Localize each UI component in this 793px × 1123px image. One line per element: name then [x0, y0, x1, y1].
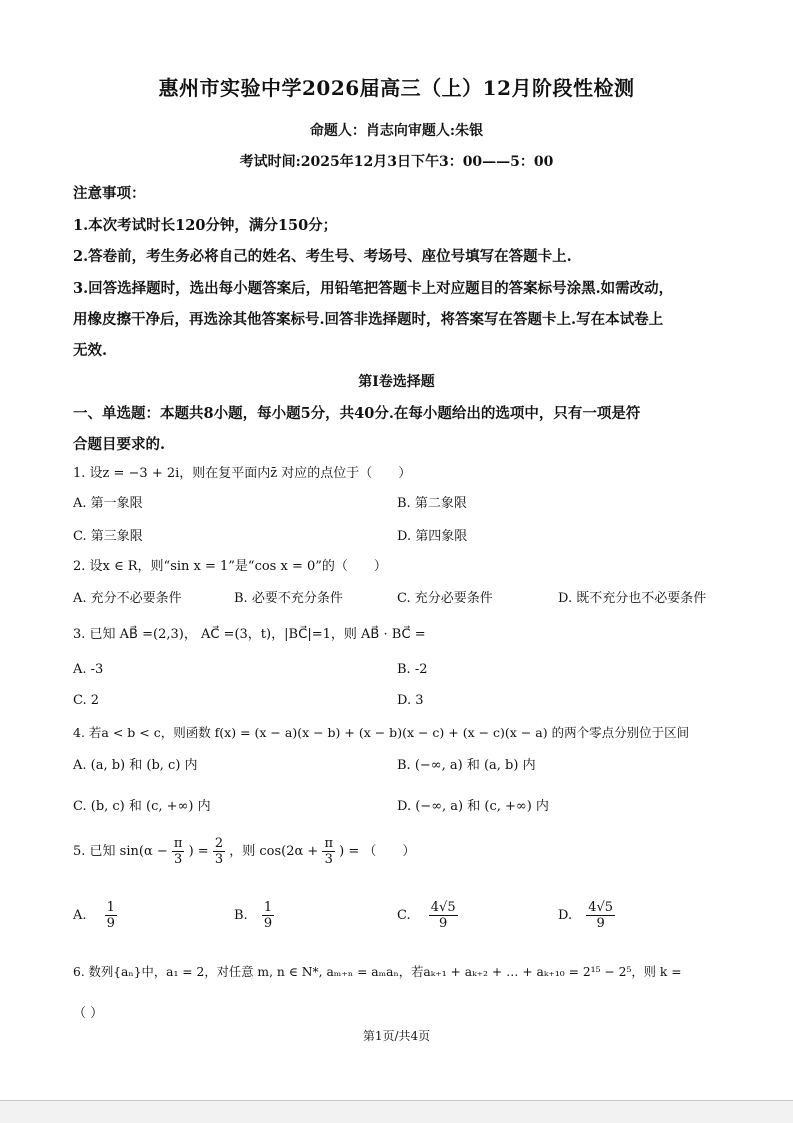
section-intro-line-1: 一、单选题：本题共8小题，每小题5分，共40分.在每小题给出的选项中，只有一项是符 [73, 405, 641, 422]
question-5-option-c [397, 900, 458, 931]
question-5-option-a-num: 1 [106, 900, 115, 915]
question-5-pi-fraction-2 [322, 836, 335, 867]
question-1-option-c: C. 第三象限 [73, 529, 143, 544]
question-2-option-c: C. 充分必要条件 [397, 591, 493, 606]
question-4-option-c: C. (b, c) 和 (c, +∞) 内 [73, 799, 211, 814]
notice-heading: 注意事项： [73, 185, 146, 202]
question-5-stem-prefix: 5. 已知 sin(α − [73, 844, 172, 859]
question-5-option-a-den: 9 [106, 916, 115, 931]
exam-time: 考试时间:2025年12月3日下午3：00——5：00 [239, 154, 554, 170]
question-1-option-b: B. 第二象限 [397, 496, 467, 511]
notice-item-3-line-1: 3.回答选择题时，选出每小题答案后，用铅笔把答题卡上对应题目的答案标号涂黑.如需改动， [73, 280, 674, 297]
exam-title: 惠州市实验中学2026届高三（上）12月阶段性检测 [158, 76, 635, 100]
question-5-option-c-fraction [429, 900, 458, 931]
question-5-val-den: 3 [214, 852, 224, 867]
question-5-option-d-num: 4√5 [588, 900, 614, 915]
viewer-bottom-strip [0, 1100, 793, 1123]
question-5-pi-den: 3 [174, 852, 183, 867]
question-5-option-d-label: D. [558, 908, 573, 923]
question-5-option-d-den: 9 [596, 916, 605, 931]
question-5-option-c-num: 4√5 [430, 900, 456, 915]
question-5-pi-fraction [172, 836, 185, 867]
question-5-option-c-label: C. [397, 908, 411, 923]
question-5-stem [73, 836, 415, 867]
question-4-stem: 4. 若a < b < c，则函数 f(x) = (x − a)(x − b) + (x − b)(x − c) + (x − c)(x − a) 的两个零点分别位于区间 [73, 725, 690, 740]
question-5-option-a-label: A. [73, 908, 87, 923]
notice-item-1: 1.本次考试时长120分钟，满分150分； [73, 217, 338, 234]
question-5-stem-mid: ) = [188, 844, 213, 859]
question-5-option-b-fraction [262, 900, 274, 931]
exam-authors: 命题人：肖志向审题人:朱银 [309, 123, 484, 139]
question-3-option-c: C. 2 [73, 693, 100, 708]
question-5-option-b [234, 900, 274, 931]
question-5-pi-num: π [173, 836, 183, 851]
question-1-stem: 1. 设z = −3 + 2i，则在复平面内z̄ 对应的点位于（ ） [73, 466, 412, 481]
question-4-option-a: A. (a, b) 和 (b, c) 内 [73, 758, 198, 773]
notice-item-2: 2.答卷前，考生务必将自己的姓名、考生号、考场号、座位号填写在答题卡上. [73, 248, 572, 265]
question-4-option-b: B. (−∞, a) 和 (a, b) 内 [397, 758, 536, 773]
question-6-paren: （ ） [73, 1006, 104, 1021]
question-5-option-b-num: 1 [263, 900, 273, 915]
question-5-stem-mid2: ，则 cos(2α + [229, 844, 323, 859]
question-5-val-num: 2 [214, 836, 224, 851]
question-5-option-c-den: 9 [439, 916, 448, 931]
question-2-stem: 2. 设x ∈ R，则“sin x = 1”是“cos x = 0”的（ ） [73, 559, 387, 574]
question-1-option-a: A. 第一象限 [73, 496, 143, 511]
question-5-stem-suffix: ) = （ ） [339, 844, 416, 859]
section-title: 第I卷选择题 [358, 374, 435, 390]
question-5-option-b-label: B. [234, 908, 248, 923]
notice-item-3-line-2: 用橡皮擦干净后，再选涂其他答案标号.回答非选择题时，将答案写在答题卡上.写在本试卷上 [73, 311, 664, 328]
question-5-pi-num-2: π [324, 836, 333, 851]
page-footer: 第1页/共4页 [362, 1029, 431, 1043]
question-3-stem: 3. 已知 AB⃗ =(2,3)， AC⃗ =(3，t)，|BC⃗|=1，则 AB⃗ · BC⃗ = [73, 627, 426, 642]
question-3-option-b: B. -2 [397, 662, 428, 677]
question-2-option-a: A. 充分不必要条件 [73, 591, 182, 606]
question-5-option-a-fraction [105, 900, 117, 931]
question-5-option-d [558, 900, 615, 931]
question-1-option-d: D. 第四象限 [397, 529, 468, 544]
question-4-option-d: D. (−∞, a) 和 (c, +∞) 内 [397, 799, 549, 814]
question-5-option-d-fraction [586, 900, 615, 931]
question-2-option-d: D. 既不充分也不必要条件 [558, 591, 707, 606]
question-2-option-b: B. 必要不充分条件 [234, 591, 343, 606]
question-3-option-a: A. -3 [73, 662, 104, 677]
question-5-option-a [73, 900, 117, 931]
question-6-stem: 6. 数列{aₙ}中，a₁ = 2，对任意 m, n ∈ N*, aₘ₊ₙ = aₘaₙ，若aₖ₊₁ + aₖ₊₂ + … + aₖ₊₁₀ = 2¹⁵ − 2⁵，则 k = [73, 965, 682, 979]
notice-item-3-line-3: 无效. [73, 342, 108, 359]
section-intro-line-2: 合题目要求的. [73, 436, 166, 453]
question-5-pi-den-2: 3 [324, 852, 333, 867]
question-3-option-d: D. 3 [397, 693, 424, 708]
question-5-value-fraction [213, 836, 225, 867]
question-5-option-b-den: 9 [263, 916, 273, 931]
